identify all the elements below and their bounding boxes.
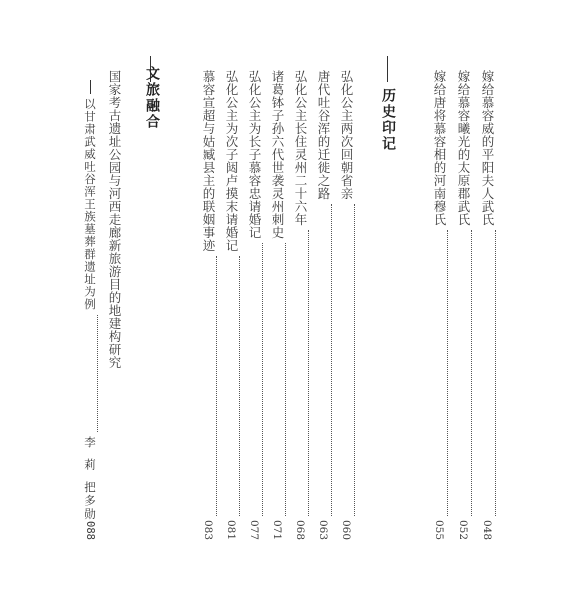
toc-entry[interactable] [222,70,240,540]
toc-entry-title: 弘化公主两次回朝省亲 [339,70,354,200]
toc-entry-page: 063 [317,519,329,540]
toc-entry-page: 071 [271,519,283,540]
toc-entry-title: 嫁给慕容威的平阳夫人武氏 [480,70,495,226]
leader-dots [471,230,472,516]
toc-entry[interactable] [245,70,263,540]
section-heading-history: 历史印记 [380,88,396,152]
toc-entry-title: 国家考古遗址公园与河西走廊新旅游目的地建构研究 [107,70,122,369]
toc-entry-title: 弘化公主为长子慕容忠请婚记 [247,70,262,239]
toc-entry[interactable] [291,70,309,540]
toc-entry-page: 055 [433,519,445,540]
toc-entry-title: 弘化公主长住灵州二十六年 [293,70,308,226]
leader-dots [285,243,286,516]
leader-dots [331,204,332,516]
toc-entry-title: 诸葛钵子孙六代世袭灵州刺史 [270,70,285,239]
toc-entry-title: 嫁给慕容曦光的太原郡武氏 [456,70,471,226]
toc-entry-subtitle-row[interactable] [82,80,98,540]
leader-dots [239,256,240,516]
toc-entry-page: 083 [202,519,214,540]
toc-entry[interactable] [268,70,286,540]
leader-dots [216,256,217,516]
toc-entry[interactable] [105,70,123,369]
toc-entry[interactable] [430,70,448,540]
leader-dots [447,230,448,516]
toc-entry-page: 060 [340,519,352,540]
toc-entry-authors: 李 莉 把多勋 [83,435,97,522]
toc-entry-subtitle: 以甘肃武威吐谷浑王族墓葬群遗址为例 [83,98,97,311]
toc-entry-title: 弘化公主为次子闼卢摸末请婚记 [224,70,239,252]
subtitle-dash [90,80,91,94]
toc-entry-title: 唐代吐谷浑的迁徙之路 [316,70,331,200]
toc-entry[interactable] [199,70,217,540]
toc-entry-page: 088 [84,521,96,540]
leader-dots [308,230,309,516]
toc-entry[interactable] [337,70,355,540]
toc-entry[interactable] [454,70,472,540]
section-heading-culture: 文旅融合 [144,66,160,130]
toc-entry[interactable] [314,70,332,540]
leader-dots [495,230,496,516]
toc-entry-page: 048 [481,519,493,540]
toc-entry[interactable] [478,70,496,540]
leader-dots [354,204,355,516]
toc-entry-page: 052 [457,519,469,540]
section-rule [387,56,388,82]
toc-entry-title: 慕容宣超与姑臧县主的联姻事迹 [201,70,216,252]
toc-entry-page: 081 [225,519,237,540]
leader-dots [262,243,263,516]
toc-entry-page: 068 [294,519,306,540]
toc-entry-page: 077 [248,519,260,540]
toc-entry-title: 嫁给唐将慕容相的河南穆氏 [432,70,447,226]
leader-dots [97,315,98,432]
